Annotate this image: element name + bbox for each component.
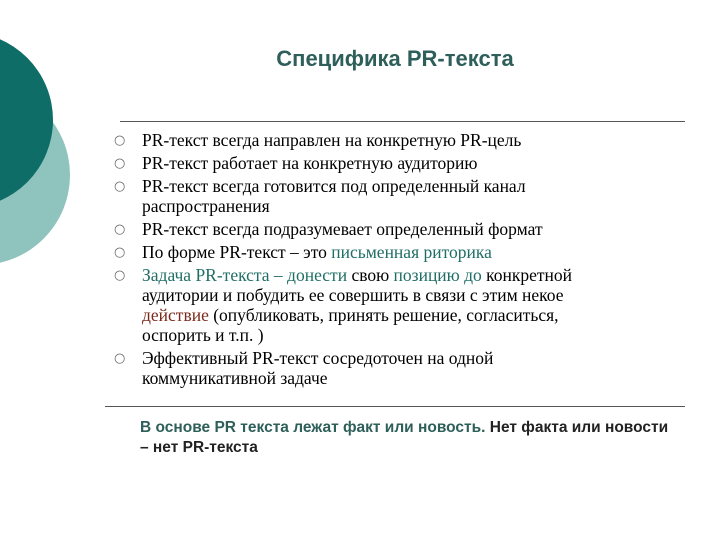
bullet-text: PR-текст всегда направлен на конкретную PR-цель: [142, 130, 522, 150]
bullet-circle-icon: ○: [114, 351, 126, 366]
bullet-item: [108, 219, 628, 239]
bullet-list: [108, 130, 628, 391]
summary-text: [140, 418, 680, 458]
bullet-text: Эффективный PR-текст сосредоточен на одной коммуникативной задаче: [142, 348, 494, 388]
bullet-circle-icon: ○: [114, 245, 126, 260]
bullet-text: действие: [142, 305, 209, 325]
bullet-circle-icon: ○: [114, 133, 126, 148]
bullet-text: свою: [347, 265, 394, 285]
summary-part: В основе PR текста лежат факт или новость.: [140, 419, 486, 436]
bullet-text: PR-текст работает на конкретную аудиторию: [142, 153, 478, 173]
bullet-item: [108, 176, 628, 216]
slide-title: Специфика PR-текста: [276, 46, 514, 71]
bullet-text: Задача PR-текста – донести: [142, 265, 348, 285]
bullet-item: [108, 265, 628, 345]
bullet-item: [108, 130, 628, 150]
summary-part: Нет факта или новости – нет PR-текста: [140, 419, 669, 456]
bullet-circle-icon: ○: [114, 268, 126, 283]
bullet-text: PR-текст всегда подразумевает определенный формат: [142, 219, 543, 239]
bullet-text: По форме PR-текст – это: [142, 242, 332, 262]
bullet-item: [108, 153, 628, 173]
bullet-text: PR-текст всегда готовится под определенный канал распространения: [142, 176, 526, 216]
bullet-text: (опубликовать, принять решение, согласиться, оспорить и т.п. ): [142, 305, 559, 345]
top-divider: [120, 121, 685, 122]
bullet-circle-icon: ○: [114, 179, 126, 194]
bullet-text: письменная риторика: [331, 242, 492, 262]
bullet-circle-icon: ○: [114, 156, 126, 171]
bottom-divider: [105, 406, 685, 407]
bullet-text: конкретной аудитории и побудить ее совершить в связи с этим некое: [142, 265, 573, 305]
decorative-circles: [0, 0, 90, 300]
bullet-circle-icon: ○: [114, 222, 126, 237]
bullet-text: позицию до: [393, 265, 482, 285]
bullet-item: [108, 242, 628, 262]
bullet-item: [108, 348, 628, 388]
